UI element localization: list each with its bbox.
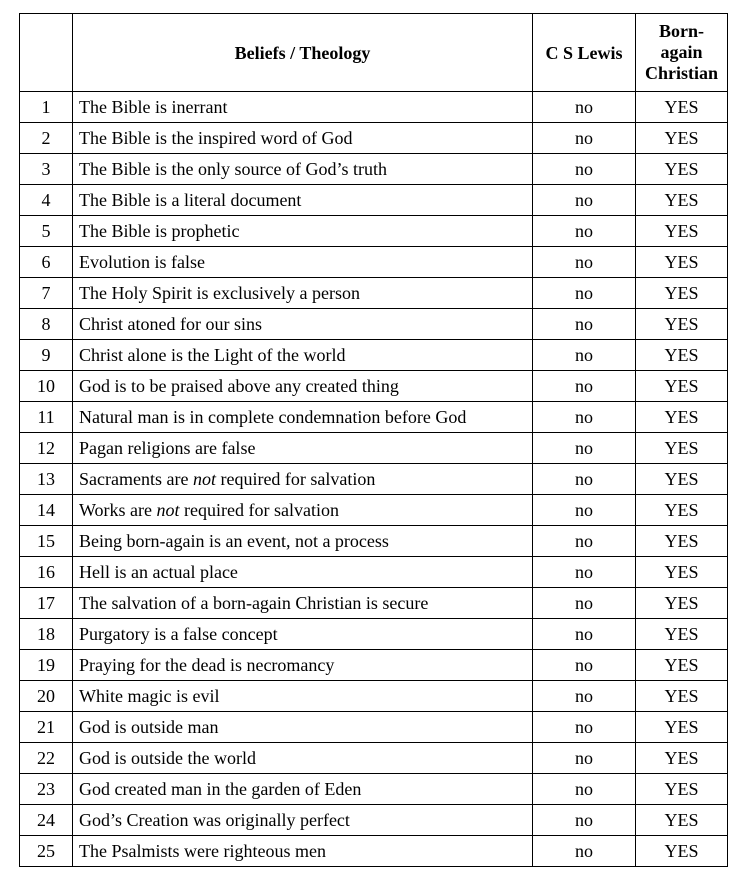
born-again-answer: YES — [636, 371, 728, 402]
header-born-line-3: Christian — [644, 63, 718, 83]
header-number — [20, 14, 73, 92]
cs-lewis-answer: no — [533, 247, 636, 278]
belief-statement — [73, 371, 533, 402]
belief-statement — [73, 123, 533, 154]
table-row — [20, 619, 728, 650]
born-again-answer: YES — [636, 681, 728, 712]
born-again-answer: YES — [636, 650, 728, 681]
table-row — [20, 526, 728, 557]
header-born-line-2: again — [660, 42, 703, 62]
belief-text: Christ alone is the Light of the world — [79, 345, 346, 365]
born-again-answer: YES — [636, 712, 728, 743]
row-number: 13 — [20, 464, 73, 495]
belief-text: White magic is evil — [79, 686, 220, 706]
row-number: 3 — [20, 154, 73, 185]
cs-lewis-answer: no — [533, 712, 636, 743]
belief-text: Evolution is false — [79, 252, 205, 272]
table-row — [20, 278, 728, 309]
cs-lewis-answer: no — [533, 216, 636, 247]
born-again-answer: YES — [636, 123, 728, 154]
belief-statement — [73, 154, 533, 185]
born-again-answer: YES — [636, 743, 728, 774]
belief-text: God created man in the garden of Eden — [79, 779, 362, 799]
header-born-line-1: Born- — [659, 21, 704, 41]
born-again-answer: YES — [636, 588, 728, 619]
row-number: 1 — [20, 92, 73, 123]
header-beliefs: Beliefs / Theology — [73, 14, 533, 92]
belief-text: God is to be praised above any created thing — [79, 376, 399, 396]
belief-statement — [73, 216, 533, 247]
table-row — [20, 371, 728, 402]
cs-lewis-answer: no — [533, 92, 636, 123]
belief-statement — [73, 743, 533, 774]
belief-statement — [73, 557, 533, 588]
belief-text: God is outside the world — [79, 748, 256, 768]
cs-lewis-answer: no — [533, 805, 636, 836]
table-row — [20, 185, 728, 216]
born-again-answer: YES — [636, 185, 728, 216]
born-again-answer: YES — [636, 402, 728, 433]
table-row — [20, 247, 728, 278]
row-number: 7 — [20, 278, 73, 309]
belief-statement — [73, 340, 533, 371]
belief-statement — [73, 185, 533, 216]
table-row — [20, 402, 728, 433]
born-again-answer: YES — [636, 278, 728, 309]
row-number: 6 — [20, 247, 73, 278]
row-number: 22 — [20, 743, 73, 774]
cs-lewis-answer: no — [533, 588, 636, 619]
cs-lewis-answer: no — [533, 309, 636, 340]
row-number: 15 — [20, 526, 73, 557]
belief-statement — [73, 650, 533, 681]
belief-text: The Bible is the inspired word of God — [79, 128, 353, 148]
belief-emphasis: not — [192, 469, 216, 489]
belief-text: Sacraments are — [79, 469, 193, 489]
belief-text: Hell is an actual place — [79, 562, 238, 582]
cs-lewis-answer: no — [533, 185, 636, 216]
born-again-answer: YES — [636, 340, 728, 371]
row-number: 19 — [20, 650, 73, 681]
belief-statement — [73, 495, 533, 526]
belief-text-continued: required for salvation — [179, 500, 339, 520]
table-row — [20, 464, 728, 495]
belief-statement — [73, 464, 533, 495]
table-row — [20, 216, 728, 247]
table-row — [20, 92, 728, 123]
row-number: 10 — [20, 371, 73, 402]
belief-text: The salvation of a born-again Christian is secure — [79, 593, 429, 613]
born-again-answer: YES — [636, 92, 728, 123]
table-row — [20, 588, 728, 619]
belief-text: Christ atoned for our sins — [79, 314, 262, 334]
table-row — [20, 774, 728, 805]
belief-text: The Holy Spirit is exclusively a person — [79, 283, 360, 303]
belief-text: Purgatory is a false concept — [79, 624, 278, 644]
born-again-answer: YES — [636, 805, 728, 836]
table-row — [20, 309, 728, 340]
cs-lewis-answer: no — [533, 340, 636, 371]
cs-lewis-answer: no — [533, 743, 636, 774]
cs-lewis-answer: no — [533, 464, 636, 495]
table-row — [20, 340, 728, 371]
table-row — [20, 123, 728, 154]
born-again-answer: YES — [636, 619, 728, 650]
belief-statement — [73, 433, 533, 464]
belief-text: Being born-again is an event, not a process — [79, 531, 389, 551]
table-row — [20, 557, 728, 588]
cs-lewis-answer: no — [533, 526, 636, 557]
belief-text: Natural man is in complete condemnation before God — [79, 407, 467, 427]
cs-lewis-answer: no — [533, 774, 636, 805]
belief-text: God’s Creation was originally perfect — [79, 810, 350, 830]
row-number: 4 — [20, 185, 73, 216]
born-again-answer: YES — [636, 495, 728, 526]
cs-lewis-answer: no — [533, 619, 636, 650]
belief-statement — [73, 836, 533, 867]
belief-text: God is outside man — [79, 717, 219, 737]
born-again-answer: YES — [636, 464, 728, 495]
table-row — [20, 743, 728, 774]
table-row — [20, 681, 728, 712]
cs-lewis-answer: no — [533, 557, 636, 588]
cs-lewis-answer: no — [533, 495, 636, 526]
row-number: 11 — [20, 402, 73, 433]
belief-statement — [73, 588, 533, 619]
row-number: 16 — [20, 557, 73, 588]
born-again-answer: YES — [636, 154, 728, 185]
belief-statement — [73, 619, 533, 650]
cs-lewis-answer: no — [533, 433, 636, 464]
belief-statement — [73, 712, 533, 743]
row-number: 12 — [20, 433, 73, 464]
born-again-answer: YES — [636, 836, 728, 867]
cs-lewis-answer: no — [533, 402, 636, 433]
belief-statement — [73, 774, 533, 805]
cs-lewis-answer: no — [533, 154, 636, 185]
belief-text: The Bible is the only source of God’s truth — [79, 159, 387, 179]
belief-statement — [73, 681, 533, 712]
born-again-answer: YES — [636, 433, 728, 464]
row-number: 17 — [20, 588, 73, 619]
belief-text: The Psalmists were righteous men — [79, 841, 326, 861]
cs-lewis-answer: no — [533, 371, 636, 402]
belief-statement — [73, 247, 533, 278]
belief-text: Pagan religions are false — [79, 438, 256, 458]
row-number: 8 — [20, 309, 73, 340]
row-number: 14 — [20, 495, 73, 526]
born-again-answer: YES — [636, 247, 728, 278]
belief-statement — [73, 278, 533, 309]
belief-emphasis: not — [156, 500, 180, 520]
belief-text: The Bible is inerrant — [79, 97, 228, 117]
row-number: 5 — [20, 216, 73, 247]
cs-lewis-answer: no — [533, 681, 636, 712]
row-number: 20 — [20, 681, 73, 712]
cs-lewis-answer: no — [533, 278, 636, 309]
belief-text: Praying for the dead is necromancy — [79, 655, 335, 675]
table-row — [20, 836, 728, 867]
born-again-answer: YES — [636, 216, 728, 247]
table-row — [20, 805, 728, 836]
born-again-answer: YES — [636, 557, 728, 588]
row-number: 21 — [20, 712, 73, 743]
row-number: 9 — [20, 340, 73, 371]
header-cs-lewis: C S Lewis — [533, 14, 636, 92]
header-row — [20, 14, 728, 92]
table-row — [20, 433, 728, 464]
belief-statement — [73, 92, 533, 123]
row-number: 23 — [20, 774, 73, 805]
belief-text-continued: required for salvation — [215, 469, 376, 489]
belief-text: The Bible is a literal document — [79, 190, 302, 210]
belief-text: The Bible is prophetic — [79, 221, 240, 241]
cs-lewis-answer: no — [533, 650, 636, 681]
table-row — [20, 154, 728, 185]
row-number: 25 — [20, 836, 73, 867]
born-again-answer: YES — [636, 309, 728, 340]
belief-statement — [73, 309, 533, 340]
row-number: 18 — [20, 619, 73, 650]
header-born-again-christian — [636, 14, 728, 92]
table-row — [20, 650, 728, 681]
cs-lewis-answer: no — [533, 123, 636, 154]
row-number: 2 — [20, 123, 73, 154]
cs-lewis-answer: no — [533, 836, 636, 867]
row-number: 24 — [20, 805, 73, 836]
belief-text: Works are — [79, 500, 157, 520]
beliefs-table — [19, 13, 728, 867]
belief-statement — [73, 526, 533, 557]
belief-statement — [73, 805, 533, 836]
belief-statement — [73, 402, 533, 433]
born-again-answer: YES — [636, 526, 728, 557]
born-again-answer: YES — [636, 774, 728, 805]
table-row — [20, 712, 728, 743]
table-row — [20, 495, 728, 526]
